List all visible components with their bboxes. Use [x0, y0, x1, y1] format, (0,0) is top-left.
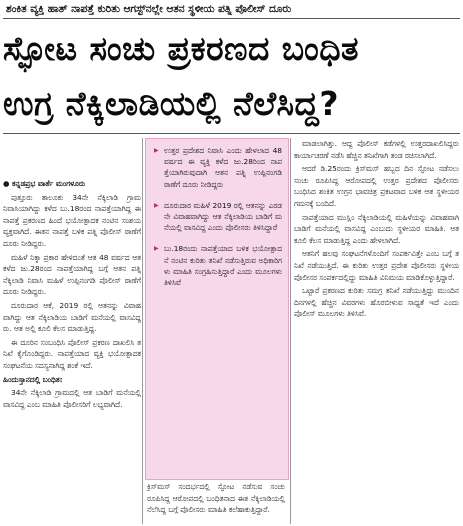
paragraph: ಮಹಿಳೆ ನಿಕ್ಕಾ ಪ್ರಕಾರ ಹೇಳಿದಂತೆ ಆತ 48 ವರ್ಷದ ಆತ ಕಳೆದ ಜು.28ರಂದ ನಾಪತ್ತೆಯಾಗಿದ್ದ ಬಗ್ಗೆ ಆತನ ಪತ್ನಿ ನೆಕ್ಕಿಲಾಡಿ ನಿವಾಸಿ ಮಹಿಳೆ ಉಪ್ಪಿನಂಗಡಿ ಪೊಲೀಸ್ ಠಾಣೆಗೆ ದೂರು ನೀಡಿದ್ದರು. — [3, 252, 141, 297]
paragraph: ಪುತ್ತೂರು ತಾಲೂಕು 34ನೇ ನೆಕ್ಕಿಲಾಡಿ ಗ್ರಾಮ ನಿವಾಸಿಯಾಗಿದ್ದು ಕಳೆದ ಬು.18ರಂದ ನಾಪತ್ತೆಯಾಗಿದ್ದ ಈ ನಾಪತ್ತೆ ಪ್ರಕರಣದ ಹಿಂದೆ ಭಯೋತ್ಪಾದಕ ನಂಟಿನ ಸಂಶಯ ವ್ಯಕ್ತವಾಗಿದೆ. ಈತನ ನಾಪತ್ತೆ ಬಳಿಕ ಪತ್ನಿ ಪೊಲೀಸ್ ಠಾಣೆಗೆ ದೂರು ನೀಡಿದ್ದರು. — [3, 192, 141, 248]
top-rule — [3, 18, 460, 19]
paragraph: ಆದರೆ ಡಿ.25ರಂದು ಕ್ರಿಸ್‌ಮಸ್ ಹಬ್ಬದ ದಿನ ಸ್ಫೋಟ ನಡೆಸಲು ಸಂಚು ರೂಪಿಸಿದ್ದ ಆರೋಪದಲ್ಲಿ ಉತ್ತರ ಪ್ರದೇಶದ ಪೊಲೀಸರು ಬಂಧಿಸಿದ ಶಂಕಿತ ಉಗ್ರನ ಭಾವಚಿತ್ರ ಪ್ರಕಟವಾದ ಬಳಿಕ ಆತ ಸ್ಥಳೀಯರ ಗಮನಕ್ಕೆ ಬಂದಿದೆ. — [294, 164, 459, 208]
kicker-line: ಶಂಕಿತ ವ್ಯಕ್ತಿ ಹಾತ್ ನಾಪತ್ತೆ ಕುರಿತು ಆಗಸ್ಟ್‌ನಲ್ಲೇ ಆತನ ಸ್ಥಳೀಯ ಪತ್ನಿ ಪೊಲೀಸ್ ದೂರು — [6, 3, 292, 15]
paragraph: 34ನೇ ನೆಕ್ಕಿಲಾಡಿ ಗ್ರಾಮದಲ್ಲಿ ಆತ ಬಾಡಿಗೆ ಮನೆಯಲ್ಲಿ ವಾಸವಿದ್ದ ಎಂಬ ಮಾಹಿತಿ ಪೊಲೀಸರಿಗೆ ಲಭ್ಯವಾಗಿದೆ. — [3, 388, 141, 409]
paragraph: ದೂರುದಾರ ಆಕೆ, 2019 ರಲ್ಲಿ ಆತನನ್ನು ವಿವಾಹವಾಗಿದ್ದು ಆತ ನೆಕ್ಕಿಲಾಡಿಯ ಬಾಡಿಗೆ ಮನೆಯಲ್ಲಿ ವಾಸವಿದ್ದರು. ಆತ ಅಲ್ಲಿ ಕೂಲಿ ಕೆಲಸ ಮಾಡುತ್ತಿದ್ದ. — [3, 300, 141, 334]
column-divider — [290, 138, 291, 524]
paragraph: ಒಟ್ಟಾರೆ ಪ್ರಕರಣದ ಕುರಿತು ಸಮಗ್ರ ತನಿಖೆ ನಡೆಯುತ್ತಿದ್ದು ಮುಂದಿನ ದಿನಗಳಲ್ಲಿ ಹೆಚ್ಚಿನ ವಿವರಗಳು ಹೊರಬೀಳುವ ಸಾಧ್ಯತೆ ಇದೆ ಎಂದು ಪೊಲೀಸ್ ಮೂಲಗಳು ತಿಳಿಸಿವೆ. — [294, 286, 459, 319]
column-divider — [142, 138, 143, 524]
paragraph: ಕ್ರಿಸ್‌ಮಸ್ ಸಂದರ್ಭದಲ್ಲಿ ಸ್ಫೋಟ ನಡೆಸುವ ಸಂಚು ರೂಪಿಸಿದ್ದ ಆರೋಪದಲ್ಲಿ ಬಂಧಿತನಾದ ಈತ ನೆಕ್ಕಿಲಾಡಿಯಲ್ಲಿ ನೆಲೆಸಿದ್ದ ಬಗ್ಗೆ ಪೊಲೀಸರು ಮಾಹಿತಿ ಕಲೆಹಾಕುತ್ತಿದ್ದಾರೆ. — [147, 482, 285, 515]
paragraph: ಆತನಿಗೆ ಹಲವು ಸಂಘಟನೆಗಳೊಂದಿಗೆ ಸಂಪರ್ಕವಿತ್ತೇ ಎಂಬ ಬಗ್ಗೆ ತನಿಖೆ ನಡೆಯುತ್ತಿದೆ. ಈ ಕುರಿತು ಉತ್ತರ ಪ್ರದೇಶ ಪೊಲೀಸರು ಸ್ಥಳೀಯ ಪೊಲೀಸರ ಸಂಪರ್ಕದಲ್ಲಿದ್ದು ಮಾಹಿತಿ ವಿನಿಮಯ ಮಾಡಿಕೊಳ್ಳುತ್ತಿದ್ದಾರೆ. — [294, 249, 459, 282]
headline-rule — [3, 133, 460, 134]
highlight-item: ▶ ಬು.18ರಂದು ನಾಪತ್ತೆಯಾದ ಬಳಿಕ ಭಯೋತ್ಪಾದನೆ ನಂಟಿನ ಕುರಿತು ತನಿಖೆ ನಡೆಸುತ್ತಿರುವ ಅಧಿಕಾರಿಗಳು ಮಾಹಿತಿ ಸಂಗ್ರಹಿಸುತ್ತಿದ್ದಾರೆ ಎಂದು ಮೂಲಗಳು ತಿಳಿಸಿವೆ — [154, 243, 282, 288]
subheading: ಹಿಂದುಸ್ತಾನದಲ್ಲಿ ಬಂಧಿತ: — [3, 374, 63, 384]
article-column-3 — [294, 138, 459, 525]
paragraph: ನಾಪತ್ತೆಯಾದ ಮುಸ್ಲಿಂ ನೆಕ್ಕಿಲಾಡಿಯಲ್ಲಿ ಮಹಿಳೆಯನ್ನು ವಿವಾಹವಾಗಿ ಬಾಡಿಗೆ ಮನೆಯಲ್ಲಿ ವಾಸವಿದ್ದ ಎಂಬುದು ಸ್ಥಳೀಯರ ಮಾಹಿತಿ. ಆತ ಕೂಲಿ ಕೆಲಸ ಮಾಡುತ್ತಿದ್ದ ಎಂದು ಹೇಳಲಾಗಿದೆ. — [294, 212, 459, 245]
highlights-box — [145, 138, 289, 480]
paragraph: ಮಾಡಲಾಗಿತ್ತು. ಆದ್ದ ಪೊಲೀಸ್ ಕಡೆಗಳಲ್ಲಿ ಉತ್ತರದಾಖಲಿಸಿದ್ದರು ಕಾರ್ಯಾಚರಣೆ ನಡೆಸಿ ಹೆಚ್ಚಿನ ತನಿಖೆಗಾಗಿ ತಂಡ ರಚಿಸಲಾಗಿದೆ. — [294, 139, 459, 160]
highlight-item: ▶ ದೂರುದಾರ ಮಹಿಳೆ 2019 ರಲ್ಲಿ ಆತನನ್ನು ಎರಡನೇ ವಿವಾಹವಾಗಿದ್ದು ಆತ ನೆಕ್ಕಿಲಾಡಿಯ ಬಾಡಿಗೆ ಮನೆಯಲ್ಲಿ ವಾಸವಿದ್ದ ಎಂದು ಪೊಲೀಸರು ತಿಳಿಸಿದ್ದಾರೆ — [154, 200, 282, 234]
headline-line-1: ಸ್ಫೋಟ ಸಂಚು ಪ್ರಕರಣದ ಬಂಧಿತ — [3, 29, 360, 68]
dateline: ● ಕನ್ನಡಪ್ರಭ ವಾರ್ತೆ ಮಂಗಳೂರು — [3, 179, 86, 188]
paragraph: ಈ ದೂರಿನ ಸಂಬಂಧಿಸಿ ಪೊಲೀಸ್ ಪ್ರಕರಣ ದಾಖಲಿಸಿ ತನಿಖೆ ಕೈಗೊಂಡಿದ್ದರು. ನಾಪತ್ತೆಯಾದ ವ್ಯಕ್ತಿ ಭಯೋತ್ಪಾದಕ ಸಂಘಟನೆಯ ಸದಸ್ಯನಾಗಿದ್ದ ಶಂಕೆ ಇದೆ. — [3, 337, 141, 370]
highlight-item: ▶ ಉತ್ತರ ಪ್ರದೇಶದ ನಿವಾಸಿ ಎಂದು ಹೇಳಲಾದ 48 ವರ್ಷದ ಈ ವ್ಯಕ್ತಿ ಕಳೆದ ಜು.28ರಿಂದ ನಾಪತ್ತೆಯಾಗಿರುವುದಾಗಿ ಆತನ ಪತ್ನಿ ಉಪ್ಪಿನಂಗಡಿ ಠಾಣೆಗೆ ದೂರು ನೀಡಿದ್ದರು — [154, 145, 282, 190]
headline-line-2: ಉಗ್ರ ನೆಕ್ಕಿಲಾಡಿಯಲ್ಲಿ ನೆಲೆಸಿದ್ದ? — [3, 84, 339, 123]
article-column-2-bottom — [147, 481, 285, 525]
article-column-1 — [3, 178, 141, 524]
